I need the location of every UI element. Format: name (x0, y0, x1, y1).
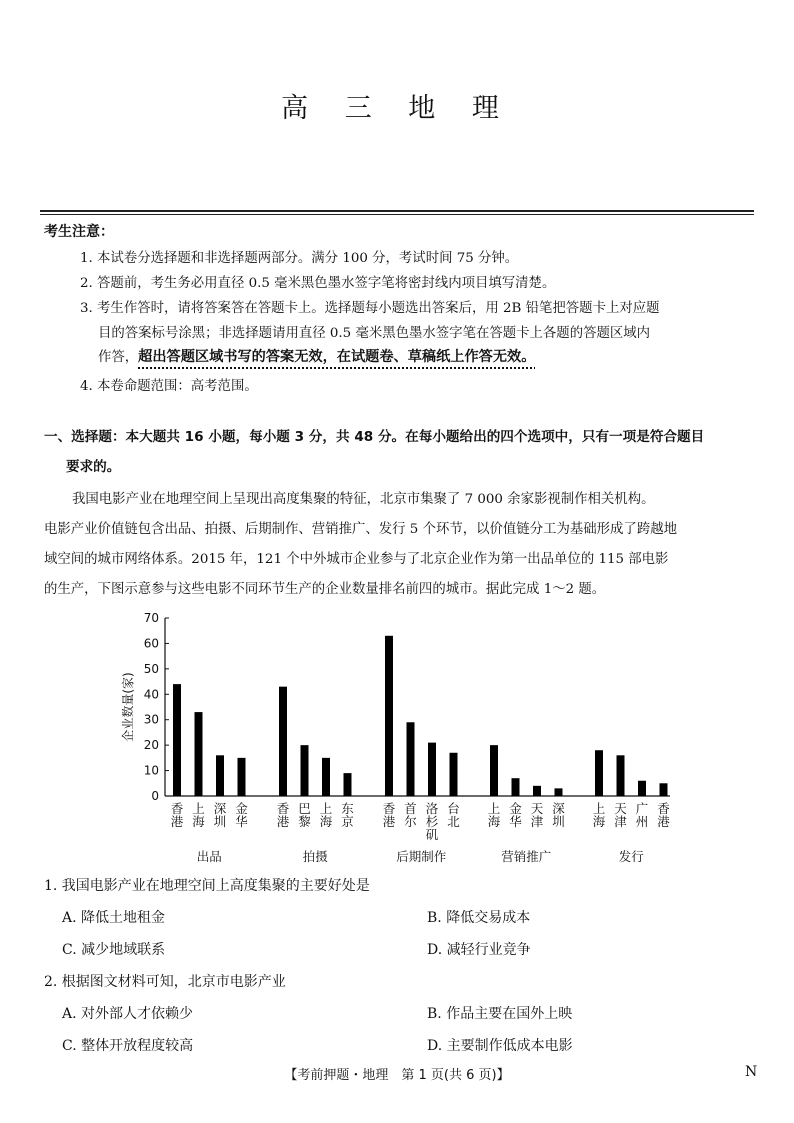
option-a: A. 对外部人才依赖少 (62, 1006, 194, 1022)
city-label: 京 (341, 814, 354, 829)
y-tick-label: 70 (143, 611, 159, 625)
city-label: 首 (404, 801, 417, 816)
city-label: 金 (509, 801, 522, 816)
bar-chart (115, 610, 680, 870)
bar (238, 758, 246, 796)
page-footer: 【考前押题・地理 第 1 页(共 6 页)】 (284, 1068, 510, 1083)
option-d: D. 减轻行业竞争 (427, 942, 531, 958)
city-label: 海 (192, 814, 205, 829)
option-c: C. 减少地域联系 (62, 942, 166, 958)
passage-line: 域空间的城市网络体系。2015 年，121 个中外城市企业参与了北京企业作为第一出品单位的 115 部电影 (44, 552, 669, 567)
city-label: 海 (487, 814, 501, 829)
city-label: 深 (213, 801, 227, 816)
city-label: 天 (614, 801, 627, 816)
bar (428, 743, 436, 796)
city-label: 港 (657, 814, 670, 829)
header-rule-thin (40, 214, 754, 215)
city-label: 香 (276, 801, 290, 816)
city-label: 天 (530, 801, 544, 816)
header-rule (40, 210, 754, 212)
city-label: 广 (635, 801, 649, 816)
city-label: 上 (487, 801, 501, 816)
city-label: 巴 (298, 801, 311, 816)
y-tick-label: 10 (143, 763, 159, 778)
city-label: 海 (592, 814, 606, 829)
y-tick-label: 30 (143, 712, 159, 727)
group-label: 后期制作 (396, 849, 447, 864)
group-label: 拍摄 (302, 849, 328, 864)
city-label: 洛 (425, 801, 439, 816)
option-d: D. 主要制作低成本电影 (427, 1038, 573, 1054)
option-b: B. 降低交易成本 (427, 910, 531, 926)
footer-code: N (745, 1064, 758, 1080)
bar (344, 773, 352, 796)
notice-item: 1. 本试卷分选择题和非选择题两部分。满分 100 分，考试时间 75 分钟。 (80, 251, 519, 266)
y-tick-label: 60 (143, 636, 159, 651)
notice-emphasis: 超出答题区域书写的答案无效，在试题卷、草稿纸上作答无效。 (138, 349, 536, 365)
city-label: 圳 (213, 814, 227, 829)
notice-item: 3. 考生作答时，请将答案答在答题卡上。选择题每小题选出答案后，用 2B 铅笔把答题卡上对应题 (80, 301, 660, 316)
option-a: A. 降低土地租金 (62, 910, 166, 926)
notice-item: 2. 答题前，考生务必用直径 0.5 毫米黑色墨水签字笔将密封线内项目填写清楚。 (80, 276, 556, 291)
city-label: 香 (170, 801, 184, 816)
city-label: 北 (447, 814, 460, 829)
city-label: 津 (530, 814, 544, 829)
bar (195, 712, 203, 796)
city-label: 矶 (425, 827, 439, 842)
city-label: 金 (235, 801, 248, 816)
option-c: C. 整体开放程度较高 (62, 1038, 194, 1054)
bar (173, 684, 181, 796)
notice-item-prefix: 作答， (98, 350, 139, 365)
city-label: 上 (319, 801, 333, 816)
group-label: 发行 (618, 849, 644, 864)
y-tick-label: 50 (143, 661, 159, 676)
y-tick-label: 0 (151, 789, 159, 803)
group-label: 出品 (196, 849, 222, 864)
passage-line: 电影产业价值链包含出品、拍摄、后期制作、营销推广、发行 5 个环节，以价值链分工为基础形成了跨越地 (44, 522, 677, 537)
passage-line: 我国电影产业在地理空间上呈现出高度集聚的特征，北京市集聚了 7 000 余家影视制作相关机构。 (72, 492, 655, 507)
section-heading-cont: 要求的。 (66, 459, 121, 475)
bar (407, 722, 415, 796)
page-title: 高 三 地 理 (281, 93, 513, 124)
city-label: 海 (319, 814, 333, 829)
notice-item: 4. 本卷命题范围：高考范围。 (80, 379, 258, 394)
bar (322, 758, 330, 796)
city-label: 台 (447, 801, 460, 816)
bar (490, 745, 498, 796)
city-label: 圳 (552, 814, 565, 829)
city-label: 黎 (298, 814, 311, 829)
y-tick-label: 20 (143, 738, 159, 753)
bar (301, 745, 309, 796)
question-stem: 1. 我国电影产业在地理空间上高度集聚的主要好处是 (44, 878, 370, 894)
passage-line: 的生产，下图示意参与这些电影不同环节生产的企业数量排名前四的城市。据此完成 1～2 题。 (44, 582, 606, 597)
bar (617, 755, 625, 796)
city-label: 港 (170, 814, 184, 829)
city-label: 华 (235, 814, 248, 829)
city-label: 香 (382, 801, 396, 816)
question-stem: 2. 根据图文材料可知，北京市电影产业 (44, 974, 286, 990)
chart-labels (171, 801, 671, 864)
city-label: 港 (276, 814, 290, 829)
notice-item-emphasis-line (98, 346, 535, 366)
city-label: 尔 (404, 814, 417, 829)
bar (638, 781, 646, 796)
city-label: 杉 (425, 814, 439, 829)
city-label: 上 (192, 801, 205, 816)
bar (595, 750, 603, 796)
notice-heading: 考生注意： (44, 224, 114, 240)
city-label: 上 (592, 801, 606, 816)
bar (660, 783, 668, 796)
bar (555, 788, 563, 796)
y-tick-label: 40 (143, 687, 159, 702)
city-label: 津 (614, 814, 627, 829)
bar (279, 687, 287, 796)
bar (533, 786, 541, 796)
option-b: B. 作品主要在国外上映 (427, 1006, 573, 1022)
chart-bars (173, 636, 668, 796)
bar (512, 778, 520, 796)
bar (216, 755, 224, 796)
city-label: 州 (635, 814, 649, 829)
city-label: 深 (552, 801, 565, 816)
city-label: 华 (509, 814, 522, 829)
city-label: 东 (341, 801, 354, 816)
city-label: 港 (382, 814, 396, 829)
section-heading: 一、选择题：本大题共 16 小题，每小题 3 分，共 48 分。在每小题给出的四个选项中，只有一项是符合题目 (44, 429, 705, 445)
notice-item: 目的答案标号涂黑；非选择题请用直径 0.5 毫米黑色墨水签字笔在答题卡上各题的答题区域内 (98, 326, 651, 341)
bar (450, 753, 458, 796)
y-axis-label: 企业数量(家) (121, 672, 135, 742)
group-label: 营销推广 (501, 849, 552, 864)
bar (385, 636, 393, 796)
city-label: 香 (657, 801, 670, 816)
